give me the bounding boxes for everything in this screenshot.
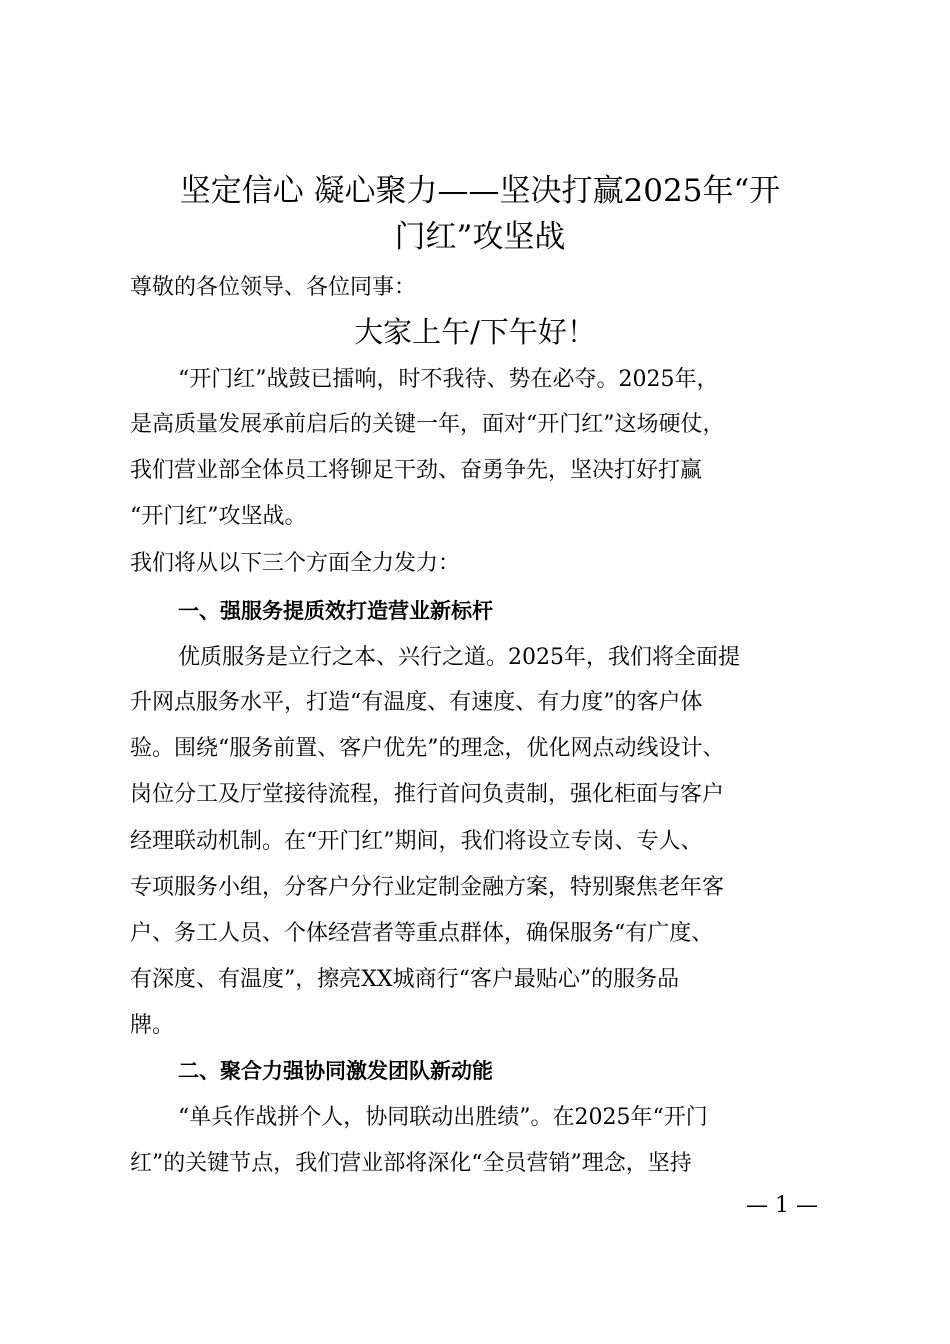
intro-line: 是高质量发展承前启后的关键一年，面对“开门红”这场硬仗， xyxy=(130,412,725,437)
section-1-line: 牌。 xyxy=(130,1013,175,1038)
intro-line: 我们营业部全体员工将铆足干劲、奋勇争先，坚决打好打赢 xyxy=(130,458,703,483)
section-1-line: 户、务工人员、个体经营者等重点群体，确保服务“有广度、 xyxy=(130,921,714,946)
document-title-line-1: 坚定信心 凝心聚力——坚决打赢2025年“开 xyxy=(179,173,781,209)
section-1-line: 岗位分工及厅堂接待流程，推行首问负责制，强化柜面与客户 xyxy=(130,782,725,807)
section-2-line: 红”的关键节点，我们营业部将深化“全员营销”理念，坚持 xyxy=(130,1151,692,1176)
section-1-line: 升网点服务水平，打造“有温度、有速度、有力度”的客户体 xyxy=(130,690,703,715)
salutation: 尊敬的各位领导、各位同事： xyxy=(130,275,417,300)
section-2-heading: 二、聚合力强协同激发团队新动能 xyxy=(178,1059,493,1083)
section-1-line: 专项服务小组，分客户分行业定制金融方案，特别聚焦老年客 xyxy=(130,875,725,900)
section-1-line: 验。围绕“服务前置、客户优先”的理念，优化网点动线设计、 xyxy=(130,736,725,761)
document-title-line-2: 门红”攻坚战 xyxy=(394,219,566,255)
section-1-heading: 一、强服务提质效打造营业新标杆 xyxy=(178,599,493,623)
section-1-line: 优质服务是立行之本、兴行之道。2025年，我们将全面提 xyxy=(178,645,740,670)
section-1-line: 有深度、有温度”，擦亮XX城商行“客户最贴心”的服务品 xyxy=(130,967,680,992)
intro-line: “开门红”攻坚战。 xyxy=(130,504,307,529)
intro-line: “开门红”战鼓已擂响，时不我待、势在必夺。2025年， xyxy=(178,367,719,392)
section-1-line: 经理联动机制。在“开门红”期间，我们将设立专岗、专人、 xyxy=(130,829,703,854)
section-2-line: “单兵作战拼个人，协同联动出胜绩”。在2025年“开门 xyxy=(178,1105,708,1130)
greeting: 大家上午/下午好！ xyxy=(354,315,596,349)
page-number: — 1 — xyxy=(746,1193,818,1218)
transition-line: 我们将从以下三个方面全力发力： xyxy=(130,551,461,576)
